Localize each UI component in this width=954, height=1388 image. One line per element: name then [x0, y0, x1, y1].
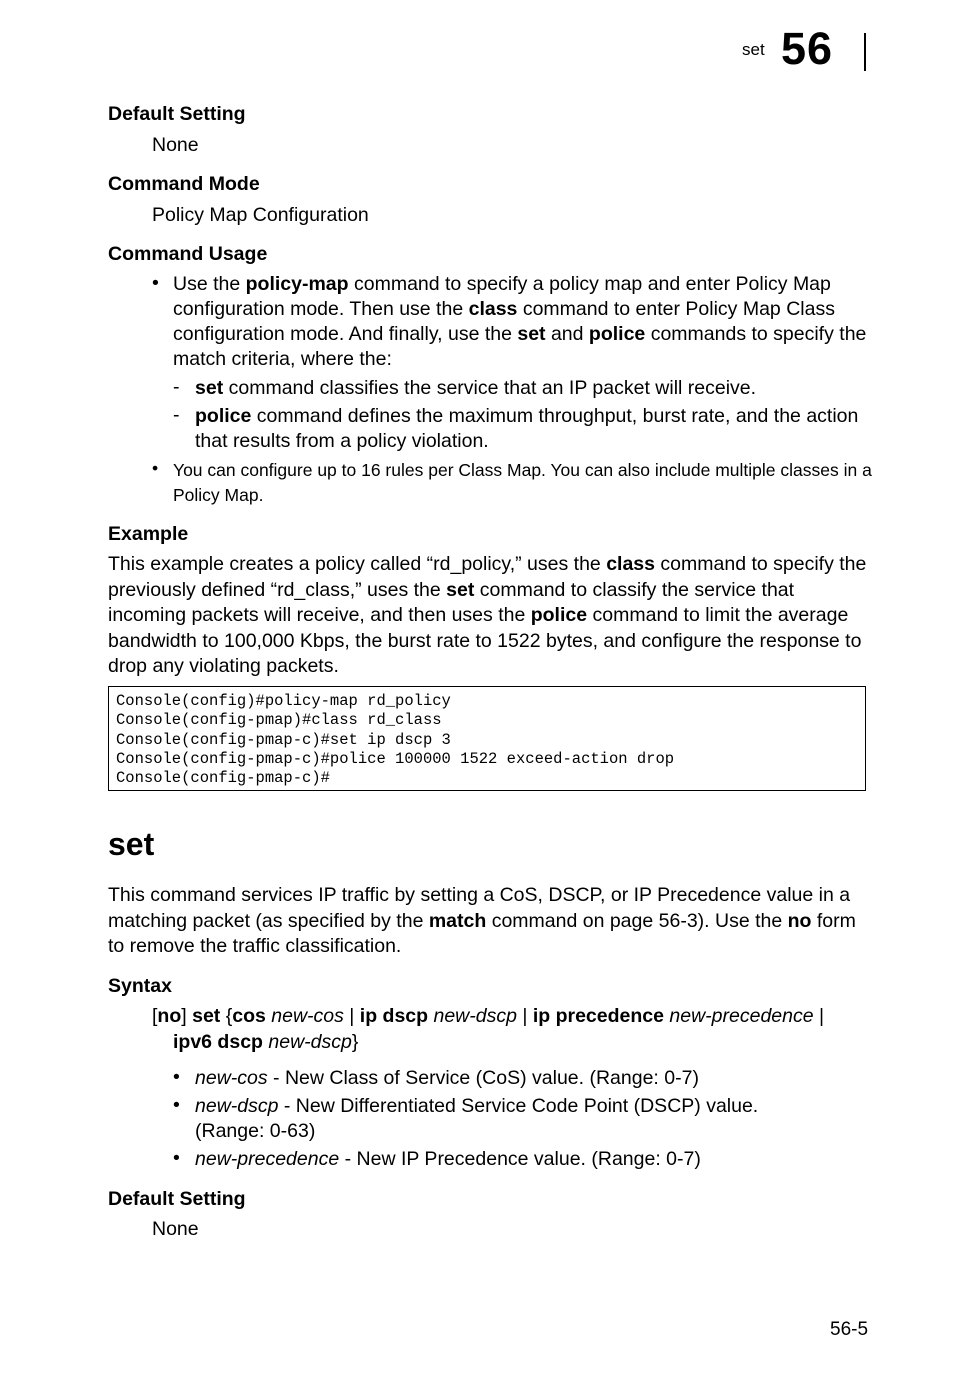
param-new-precedence: new-precedence - New IP Precedence value. (Range: 0-7) [195, 1148, 701, 1170]
default-setting-value: None [152, 134, 199, 156]
page-number: 56-5 [830, 1319, 869, 1340]
bullet-marker: • [173, 1094, 180, 1116]
running-header-section: set [742, 40, 765, 59]
example-heading: Example [108, 523, 189, 545]
default-setting-heading: Default Setting [108, 103, 246, 125]
header-rule [864, 33, 866, 71]
bullet-marker: • [173, 1066, 180, 1088]
bullet-marker: • [173, 1147, 180, 1169]
syntax-line: [no] set {cos new-cos | ip dscp new-dscp | ip precedence new-precedence | ipv6 dscp new-dscp} [152, 1005, 825, 1053]
chapter-number: 56 [781, 23, 834, 74]
usage-bullet-1: Use the policy-map command to specify a policy map and enter Policy Map configuration mode. Then use the class command to enter Policy Map Class configuration mode. And finally, use the set and police commands to specify the match criteria, where the: [173, 273, 867, 370]
default-setting-value-2: None [152, 1218, 199, 1240]
command-usage-heading: Command Usage [108, 243, 268, 265]
dash-marker: - [173, 376, 180, 398]
default-setting-heading-2: Default Setting [108, 1188, 246, 1210]
bullet-marker: • [152, 272, 159, 294]
keyword-policy-map: policy-map [245, 273, 349, 295]
section-title-set: set [108, 826, 155, 862]
code-line: Console(config-pmap)#class rd_class [116, 711, 442, 730]
example-paragraph: This example creates a policy called “rd_policy,” uses the class command to specify the previously defined “rd_class,” uses the set command to classify the service that incoming packets will receive, and then uses the police command to limit the average bandwidth to 100,000 Kbps, the burst rate to 1522 bytes, and configure the response to drop any violating packets. [108, 553, 867, 677]
keyword-set: set [517, 323, 546, 345]
bullet-marker: • [152, 458, 159, 478]
dash-marker: - [173, 404, 180, 426]
keyword-class: class [468, 298, 518, 320]
syntax-heading: Syntax [108, 975, 172, 997]
code-line: Console(config)#policy-map rd_policy [116, 692, 451, 710]
usage-sub-item-police: police command defines the maximum throughput, burst rate, and the action that results from a policy violation. [195, 405, 859, 452]
set-description: This command services IP traffic by setting a CoS, DSCP, or IP Precedence value in a matching packet (as specified by the match command on page 56-3). Use the no form to remove the traffic classification. [108, 884, 856, 957]
command-mode-value: Policy Map Configuration [152, 204, 369, 226]
code-line: Console(config-pmap-c)#set ip dscp 3 [116, 730, 451, 749]
param-new-cos: new-cos - New Class of Service (CoS) value. (Range: 0-7) [195, 1067, 699, 1089]
code-example-box [108, 686, 866, 791]
code-line: Console(config-pmap-c)# [116, 769, 330, 788]
param-new-dscp: new-dscp - New Differentiated Service Code Point (DSCP) value. (Range: 0-63) [195, 1095, 759, 1142]
command-mode-heading: Command Mode [108, 173, 260, 195]
usage-sub-item-set: set command classifies the service that an IP packet will receive. [195, 377, 757, 399]
code-line: Console(config-pmap-c)#police 100000 1522 exceed-action drop [116, 749, 675, 768]
usage-bullet-2: You can configure up to 16 rules per Class Map. You can also include multiple classes in a Policy Map. [173, 460, 872, 505]
keyword-police: police [588, 323, 646, 345]
